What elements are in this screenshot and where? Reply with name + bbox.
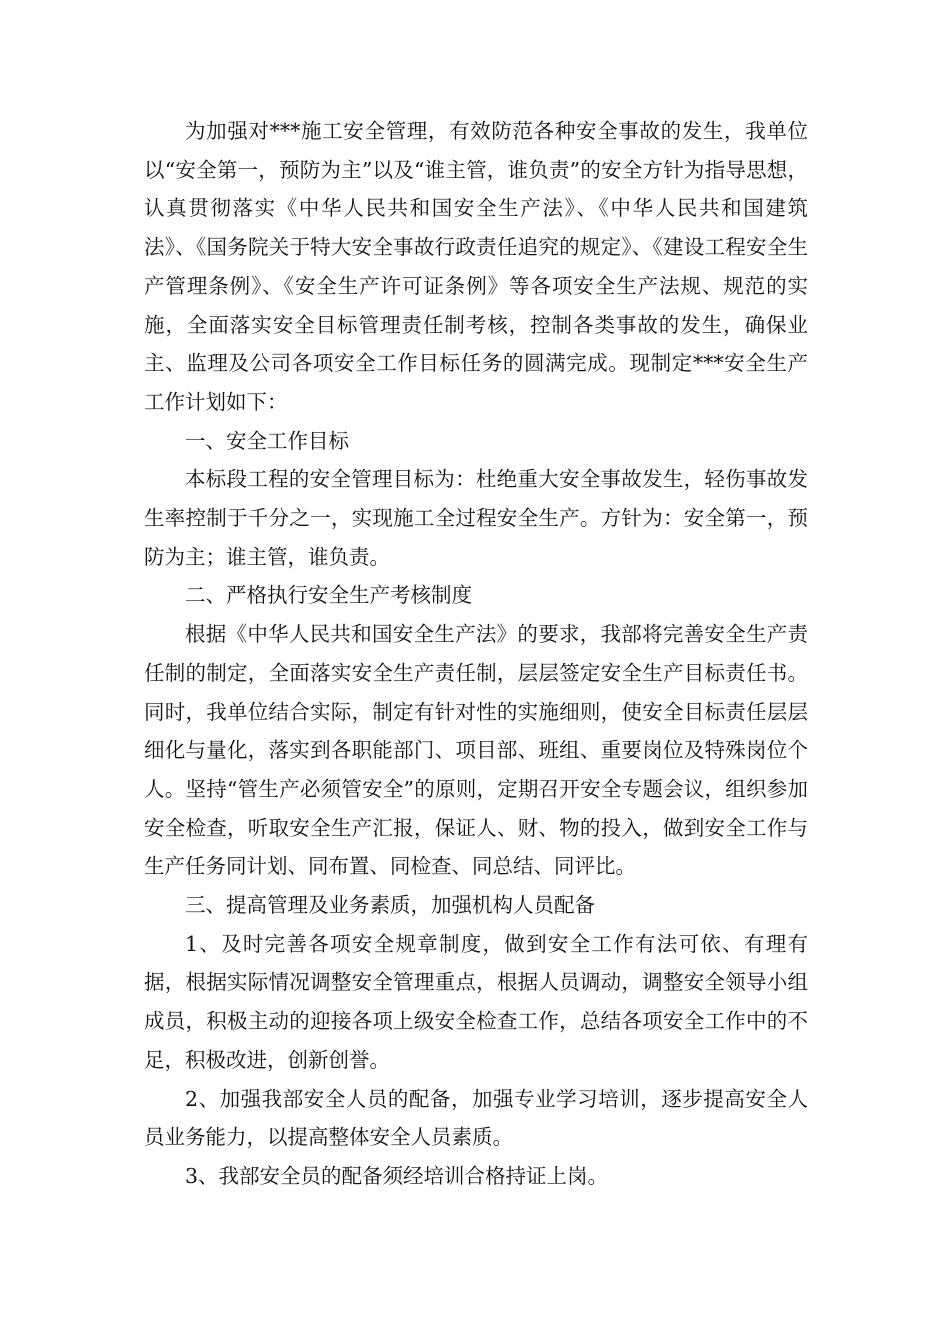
document-page (144, 112, 808, 1196)
section-3-item-3: 3、我部安全员的配备须经培训合格持证上岗。 (185, 1163, 609, 1188)
section-3-item-1: 1、及时完善各项安全规章制度，做到安全工作有法可依、有理有据，根据实际情况调整安全管理重点，根据人员调动，调整安全领导小组成员，积极主动的迎接各项上级安全检查工作，总结各项安全工作中的不足，积极改进，创新创誉。 (144, 931, 808, 1072)
section-2-paragraph: 根据《中华人民共和国安全生产法》的要求，我部将完善安全生产责任制的制定，全面落实安全生产责任制，层层签定安全生产目标责任书。同时，我单位结合实际，制定有针对性的实施细则，使安全目标责任层层细化与量化，落实到各职能部门、项目部、班组、重要岗位及特殊岗位个人。坚持“管生产必须管安全”的原则，定期召开安全专题会议，组织参加安全检查，听取安全生产汇报，保证人、财、物的投入，做到安全工作与生产任务同计划、同布置、同检查、同总结、同评比。 (144, 622, 808, 879)
section-heading-1: 一、安全工作目标 (185, 428, 349, 453)
section-heading-3: 三、提高管理及业务素质，加强机构人员配备 (185, 893, 595, 918)
section-1-paragraph: 本标段工程的安全管理目标为：杜绝重大安全事故发生，轻伤事故发生率控制于千分之一，实现施工全过程安全生产。方针为：安全第一，预防为主；谁主管，谁负责。 (144, 467, 808, 569)
intro-paragraph: 为加强对***施工安全管理，有效防范各种安全事故的发生，我单位以“安全第一，预防为主”以及“谁主管，谁负责”的安全方针为指导思想，认真贯彻落实《中华人民共和国安全生产法》、《中华人民共和国建筑法》、《国务院关于特大安全事故行政责任追究的规定》、《建设工程安全生产管理条例》、《安全生产许可证条例》等各项安全生产法规、规范的实施，全面落实安全目标管理责任制考核，控制各类事故的发生，确保业主、监理及公司各项安全工作目标任务的圆满完成。现制定***安全生产工作计划如下： (144, 119, 808, 414)
section-3-item-2: 2、加强我部安全人员的配备，加强专业学习培训，逐步提高安全人员业务能力，以提高整体安全人员素质。 (144, 1086, 808, 1150)
section-heading-2: 二、严格执行安全生产考核制度 (185, 583, 472, 608)
